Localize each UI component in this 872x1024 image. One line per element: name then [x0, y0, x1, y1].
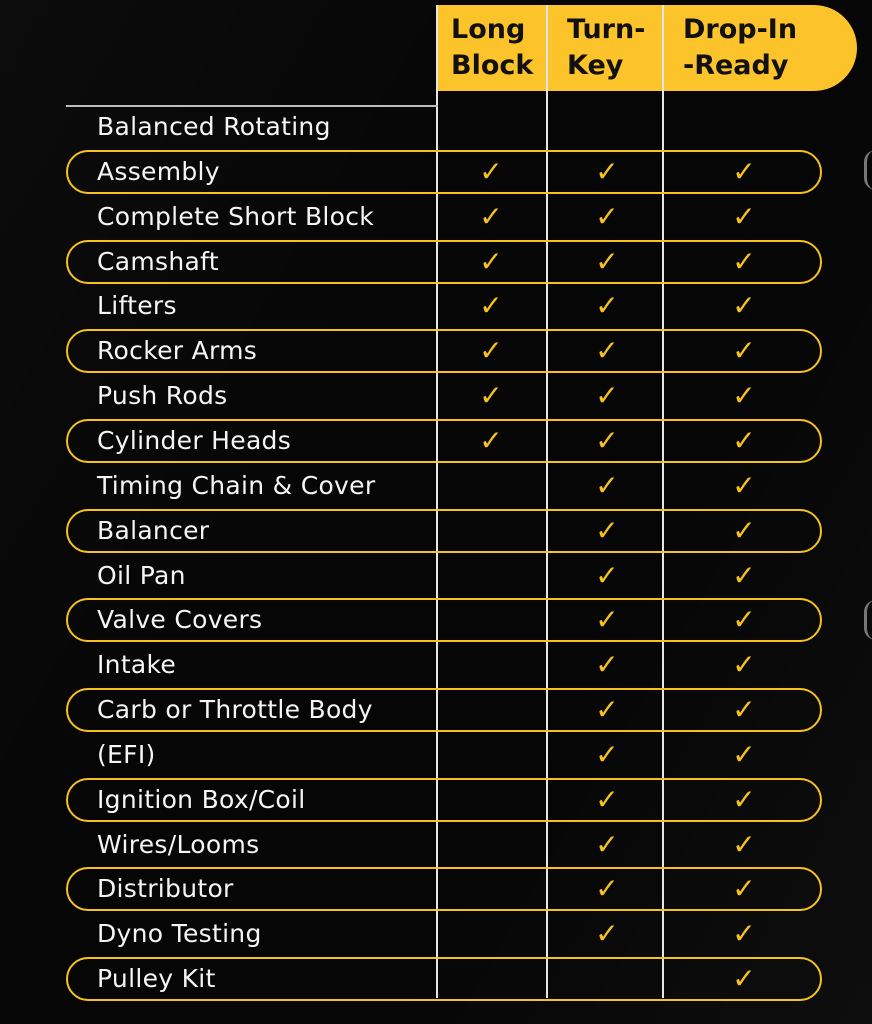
checkmark-icon: ✓ [595, 424, 619, 457]
checkmark-icon: ✓ [732, 514, 756, 547]
checkmark-icon: ✓ [732, 962, 756, 995]
checkmark-icon: ✓ [595, 155, 619, 188]
row-label: Balancer [97, 516, 210, 545]
table-row [66, 733, 822, 777]
header-long-block-line2: Block [451, 50, 534, 81]
checkmark-icon: ✓ [732, 559, 756, 592]
checkmark-icon: ✓ [732, 917, 756, 950]
checkmark-icon: ✓ [595, 514, 619, 547]
row-label: Cylinder Heads [97, 426, 292, 455]
checkmark-icon: ✓ [595, 783, 619, 816]
checkmark-icon: ✓ [595, 559, 619, 592]
checkmark-icon: ✓ [595, 379, 619, 412]
table-row [66, 284, 822, 328]
row-label: Rocker Arms [97, 336, 258, 365]
checkmark-icon: ✓ [595, 289, 619, 322]
row-label: Carb or Throttle Body [97, 695, 373, 724]
row-label: Camshaft [97, 247, 219, 276]
checkmark-icon: ✓ [595, 738, 619, 771]
header-drop-in-line2: -Ready [683, 50, 789, 81]
checkmark-icon: ✓ [479, 424, 503, 457]
row-label: (EFI) [97, 740, 156, 769]
checkmark-icon: ✓ [732, 693, 756, 726]
row-label: Intake [97, 650, 177, 679]
row-label: Balanced Rotating [97, 112, 331, 141]
row-label: Ignition Box/Coil [97, 785, 306, 814]
checkmark-icon: ✓ [595, 334, 619, 367]
checkmark-icon: ✓ [595, 603, 619, 636]
checkmark-icon: ✓ [732, 200, 756, 233]
checkmark-icon: ✓ [479, 379, 503, 412]
checkmark-icon: ✓ [732, 379, 756, 412]
checkmark-icon: ✓ [732, 424, 756, 457]
row-label: Oil Pan [97, 561, 186, 590]
header-long-block [438, 5, 547, 91]
row-label: Distributor [97, 874, 234, 903]
table-row [66, 643, 822, 687]
row-label: Valve Covers [97, 605, 263, 634]
checkmark-icon: ✓ [595, 245, 619, 278]
header-long-block-line1: Long [451, 14, 526, 45]
checkmark-icon: ✓ [732, 289, 756, 322]
checkmark-icon: ✓ [479, 289, 503, 322]
header-drop-in-line1: Drop-In [683, 14, 798, 45]
row-label: Lifters [97, 291, 177, 320]
checkmark-icon: ✓ [595, 648, 619, 681]
header-turn-key [548, 5, 663, 91]
checkmark-icon: ✓ [595, 469, 619, 502]
checkmark-icon: ✓ [595, 872, 619, 905]
checkmark-icon: ✓ [732, 738, 756, 771]
row-label: Complete Short Block [97, 202, 375, 231]
row-label: Push Rods [97, 381, 228, 410]
row-label: Wires/Looms [97, 830, 260, 859]
row-label: Pulley Kit [97, 964, 216, 993]
checkmark-icon: ✓ [479, 200, 503, 233]
checkmark-icon: ✓ [732, 469, 756, 502]
checkmark-icon: ✓ [732, 334, 756, 367]
checkmark-icon: ✓ [732, 603, 756, 636]
row-label: Dyno Testing [97, 919, 262, 948]
checkmark-icon: ✓ [732, 783, 756, 816]
checkmark-icon: ✓ [479, 245, 503, 278]
checkmark-icon: ✓ [732, 828, 756, 861]
checkmark-icon: ✓ [479, 334, 503, 367]
checkmark-icon: ✓ [732, 648, 756, 681]
checkmark-icon: ✓ [595, 693, 619, 726]
checkmark-icon: ✓ [595, 917, 619, 950]
edge-decoration [864, 600, 872, 640]
checkmark-icon: ✓ [732, 872, 756, 905]
checkmark-icon: ✓ [732, 245, 756, 278]
row-label: Assembly [97, 157, 220, 186]
header-drop-in-ready [664, 5, 857, 91]
header-turn-key-line1: Turn- [567, 14, 646, 45]
checkmark-icon: ✓ [595, 200, 619, 233]
checkmark-icon: ✓ [479, 155, 503, 188]
checkmark-icon: ✓ [732, 155, 756, 188]
header-turn-key-line2: Key [567, 50, 624, 81]
row-label: Timing Chain & Cover [97, 471, 376, 500]
checkmark-icon: ✓ [595, 828, 619, 861]
edge-decoration [864, 150, 872, 190]
